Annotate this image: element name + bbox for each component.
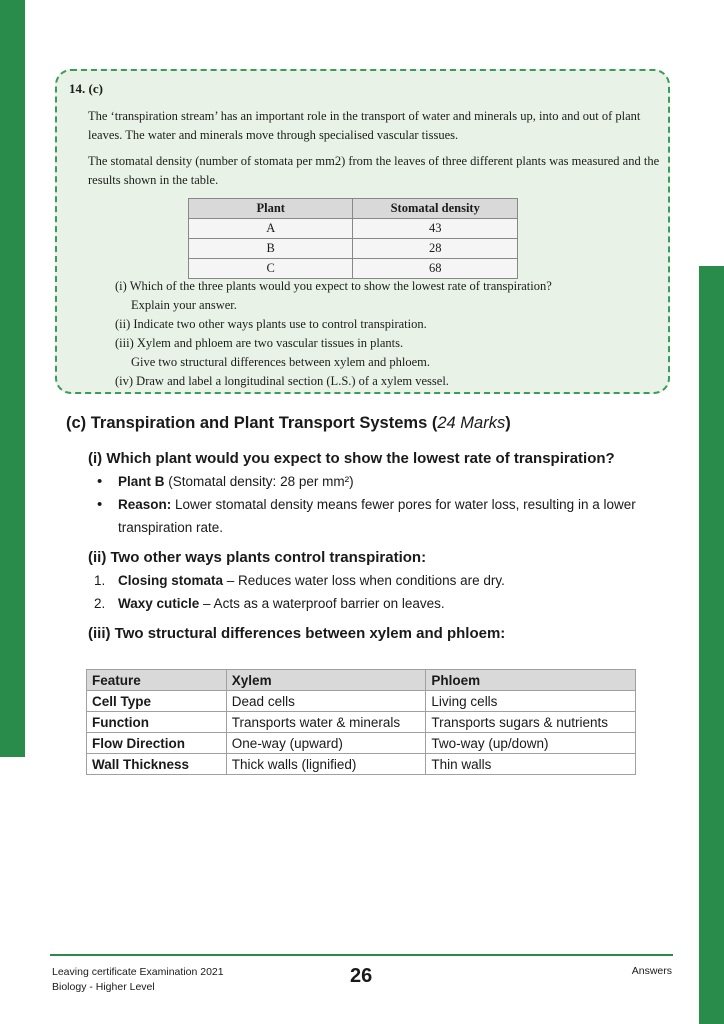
table-header-cell: Plant (189, 199, 353, 219)
table-cell: Transports water & minerals (226, 712, 426, 733)
question-number: 14. (c) (69, 81, 103, 96)
table-row (87, 733, 636, 754)
question-item: (ii) Indicate two other ways plants use to control transpiration. (115, 317, 427, 331)
left-green-band (0, 0, 25, 757)
part-i-bullets (94, 470, 654, 539)
question-item: Explain your answer. (131, 298, 237, 312)
footer-divider (50, 954, 673, 956)
part-iii-heading: (iii) Two structural differences between xylem and phloem: (88, 625, 506, 642)
answer-heading-marks: 24 Marks (437, 414, 506, 432)
answer-heading (66, 414, 511, 433)
question-items (115, 277, 665, 391)
page-number: 26 (350, 965, 373, 987)
question-item: (iv) Draw and label a longitudinal section (L.S.) of a xylem vessel. (115, 374, 449, 388)
table-cell: Function (87, 712, 227, 733)
table-row (189, 239, 518, 259)
table-cell: Cell Type (87, 691, 227, 712)
stomatal-density-table (188, 198, 518, 279)
question-item: (iii) Xylem and phloem are two vascular tissues in plants. (115, 336, 404, 350)
table-cell: Transports sugars & nutrients (426, 712, 636, 733)
part-i-heading: (i) Which plant would you expect to show the lowest rate of transpiration? (88, 450, 615, 467)
table-cell: Thin walls (426, 754, 636, 775)
table-cell: Wall Thickness (87, 754, 227, 775)
bullet-text: Lower stomatal density means fewer pores for water loss, resulting in a lower transpiration rate. (118, 497, 636, 535)
answer-heading-close: ) (505, 414, 511, 432)
list-item (94, 569, 505, 592)
question-item: Give two structural differences between xylem and phloem. (131, 355, 430, 369)
table-header-cell: Feature (87, 670, 227, 691)
list-item (94, 592, 505, 615)
list-item (94, 493, 654, 539)
table-cell: Living cells (426, 691, 636, 712)
footer-exam-title: Leaving certificate Examination 2021 (52, 966, 224, 978)
question-paragraph-2: The stomatal density (number of stomata per mm2) from the leaves of three different plants was measured and the results shown in the table. (88, 154, 660, 187)
item-number: 1. (94, 573, 106, 588)
item-label: Closing stomata (118, 573, 224, 588)
table-cell: 43 (353, 219, 518, 239)
table-cell: One-way (upward) (226, 733, 426, 754)
xylem-phloem-table (86, 669, 636, 775)
bullet-label: Plant B (118, 474, 165, 489)
table-cell: Flow Direction (87, 733, 227, 754)
table-cell: Dead cells (226, 691, 426, 712)
table-header-cell: Phloem (426, 670, 636, 691)
footer-subject: Biology - Higher Level (52, 981, 155, 993)
question-item: (i) Which of the three plants would you expect to show the lowest rate of transpiration? (115, 279, 552, 293)
answer-heading-text: (c) Transpiration and Plant Transport Systems ( (66, 414, 438, 432)
table-header-row (189, 199, 518, 219)
question-paragraph-1: The ‘transpiration stream’ has an important role in the transport of water and minerals up, into and out of plant leaves. The water and minerals move through specialised vascular tissues. (88, 109, 641, 142)
table-row (87, 712, 636, 733)
footer-left (52, 965, 224, 995)
table-header-cell: Xylem (226, 670, 426, 691)
table-cell: Thick walls (lignified) (226, 754, 426, 775)
right-green-band (699, 266, 724, 1024)
table-row (87, 691, 636, 712)
table-cell: B (189, 239, 353, 259)
bullet-label: Reason: (118, 497, 172, 512)
item-number: 2. (94, 596, 106, 611)
table-cell: Two-way (up/down) (426, 733, 636, 754)
table-cell: C (189, 259, 353, 279)
footer-section: Answers (631, 965, 672, 977)
item-text: – Acts as a waterproof barrier on leaves. (199, 596, 445, 611)
table-row (189, 259, 518, 279)
table-header-row (87, 670, 636, 691)
list-item (94, 470, 654, 493)
question-box (55, 69, 670, 394)
table-row (189, 219, 518, 239)
part-ii-heading: (ii) Two other ways plants control transpiration: (88, 549, 427, 566)
part-ii-list (94, 569, 505, 615)
item-text: – Reduces water loss when conditions are dry. (223, 573, 505, 588)
table-cell: 68 (353, 259, 518, 279)
table-row (87, 754, 636, 775)
table-cell: 28 (353, 239, 518, 259)
table-cell: A (189, 219, 353, 239)
table-header-cell: Stomatal density (353, 199, 518, 219)
item-label: Waxy cuticle (118, 596, 200, 611)
bullet-text: (Stomatal density: 28 per mm²) (164, 474, 354, 489)
